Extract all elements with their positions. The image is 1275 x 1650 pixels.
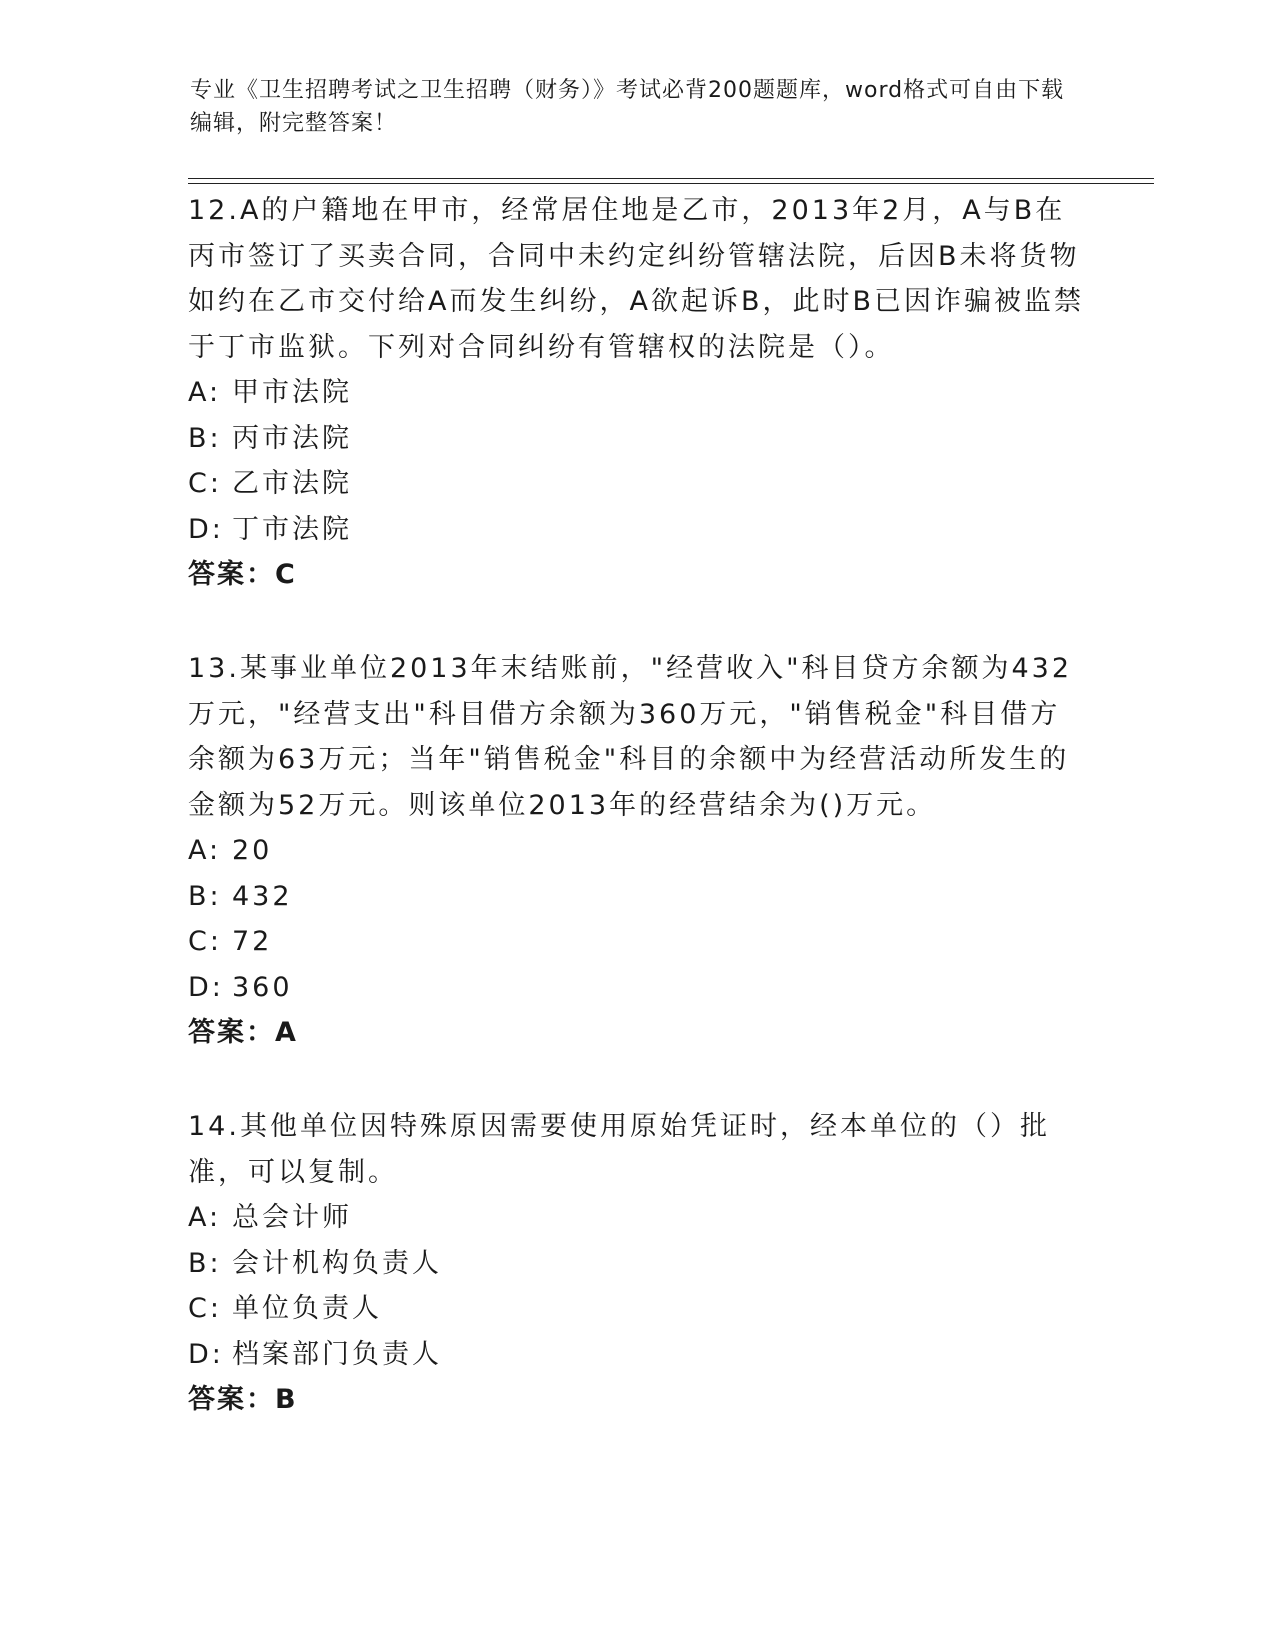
option-key: C: [188, 468, 222, 499]
option-c [188, 461, 1088, 507]
question-12 [188, 188, 1088, 598]
option-key: B: [188, 422, 222, 454]
option-key: D: [188, 513, 224, 545]
option-key: C: [188, 1293, 222, 1324]
option-text: 20 [232, 835, 273, 866]
option-text: 360 [232, 971, 293, 1003]
answer-line: 答案：A [188, 1017, 298, 1048]
option-text: 档案部门负责人 [232, 1338, 442, 1370]
option-c [188, 1286, 1088, 1332]
option-d [188, 507, 1088, 553]
option-a [188, 370, 1088, 416]
option-key: D: [188, 971, 224, 1003]
option-key: D: [188, 1338, 224, 1370]
option-key: A: [188, 377, 222, 408]
option-text: 丁市法院 [232, 513, 352, 545]
option-text: 72 [232, 926, 273, 957]
option-c [188, 919, 1088, 965]
option-d [188, 1332, 1088, 1378]
option-key: B: [188, 880, 222, 912]
question-13 [188, 646, 1088, 1056]
option-key: C: [188, 926, 222, 957]
option-text: 甲市法院 [232, 377, 352, 408]
option-b [188, 1241, 1088, 1287]
option-key: A: [188, 1202, 222, 1233]
option-text: 乙市法院 [232, 468, 352, 499]
option-a [188, 1195, 1088, 1241]
header-divider-bottom [188, 183, 1154, 184]
option-b [188, 874, 1088, 920]
document-intro: 专业《卫生招聘考试之卫生招聘（财务）》考试必背200题题库，word格式可自由下载编辑，附完整答案！ [190, 78, 1065, 136]
option-text: 丙市法院 [232, 422, 352, 454]
question-14 [188, 1104, 1088, 1423]
option-text: 432 [232, 880, 293, 912]
header-divider-top [188, 178, 1154, 179]
question-stem: 12.A的户籍地在甲市，经常居住地是乙市，2013年2月，A与B在丙市签订了买卖合同，合同中未约定纠纷管辖法院，后因B未将货物如约在乙市交付给A而发生纠纷，A欲起诉B，此时B已因诈骗被监禁于丁市监狱。下列对合同纠纷有管辖权的法院是（）。 [188, 195, 1084, 363]
answer-line: 答案：C [188, 559, 297, 590]
answer-line: 答案：B [188, 1384, 298, 1415]
option-text: 会计机构负责人 [232, 1247, 442, 1279]
option-a [188, 828, 1088, 874]
question-stem: 14.其他单位因特殊原因需要使用原始凭证时，经本单位的（）批准，可以复制。 [188, 1111, 1050, 1188]
option-text: 总会计师 [232, 1202, 352, 1233]
option-key: A: [188, 835, 222, 866]
option-key: B: [188, 1247, 222, 1279]
option-b [188, 416, 1088, 462]
option-d [188, 965, 1088, 1011]
option-text: 单位负责人 [232, 1293, 382, 1324]
question-stem: 13.某事业单位2013年末结账前，"经营收入"科目贷方余额为432万元，"经营支出"科目借方余额为360万元，"销售税金"科目借方余额为63万元；当年"销售税金"科目的余额中为经营活动所发生的金额为52万元。则该单位2013年的经营结余为()万元。 [188, 653, 1073, 821]
